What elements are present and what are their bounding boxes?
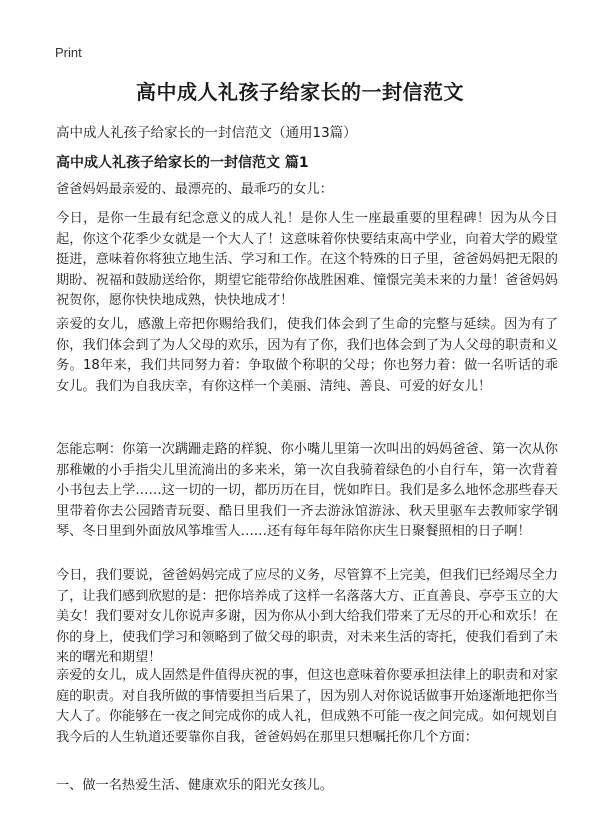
paragraph: 今日，我们要说，爸爸妈妈完成了应尽的义务，尽管算不上完美，但我们已经竭尽全力了，让我们感到欣慰的是：把你培养成了这样一名落落大方、正直善良、亭亭玉立的大美女！我们要对女儿你说声多谢，因为你从小到大给我们带来了无尽的开心和欢乐！在你的身上，使我们学习和领略到了做父母的职责，对未来生活的寄托，使我们看到了未来的曙光和期望！ bbox=[56, 568, 558, 665]
paragraph: 怎能忘啊：你第一次蹒跚走路的样貌、你小嘴儿里第一次叫出的妈妈爸爸、第一次从你那稚嫩的小手指尖儿里流淌出的多来米，第一次自我骑着绿色的小自行车，第一次背着小书包去上学……这一切的一切，都历历在目，恍如昨日。我们是多么地怀念那些春天里带着你去公园踏青玩耍、酷日里我们一齐去游泳馆游泳、秋天里驱车去教师家学钢琴、冬日里到外面放风筝堆雪人……还有每年每年陪你庆生日聚餐照相的日子啊！ bbox=[56, 442, 558, 539]
section-heading: 高中成人礼孩子给家长的一封信范文 篇1 bbox=[56, 155, 309, 171]
paragraph: 今日，是你一生最有纪念意义的成人礼！是你人生一座最重要的里程碑！因为从今日起，你这个花季少女就是一个大人了！这意味着你快要结束高中学业，向着大学的殿堂挺进，意味着你将独立地生活、学习和工作。在这个特殊的日子里，爸爸妈妈把无限的期盼、祝福和鼓励送给你，期望它能带给你战胜困难、憧憬完美未来的力量！爸爸妈妈祝贺你，愿你快快地成熟，快快地成才！ bbox=[56, 211, 558, 308]
paragraph: 亲爱的女儿，感激上帝把你赐给我们，使我们体会到了生命的完整与延续。因为有了你，我们体会到了为人父母的欢乐，因为有了你，我们也体会到了为人父母的职责和义务。18年来，我们共同努力着：争取做个称职的父母；你也努力着：做一名听话的乖女儿。我们为自我庆幸，有你这样一个美丽、清纯、善良、可爱的好女儿！ bbox=[56, 317, 558, 394]
paragraph: 亲爱的女儿，成人固然是件值得庆祝的事，但这也意味着你要承担法律上的职责和对家庭的职责。对自我所做的事情要担当后果了，因为别人对你说话做事开始逐渐地把你当大人了。你能够在一夜之间完成你的成人礼，但成熟不可能一夜之间完成。如何规划自我今后的人生轨道还要靠你自我，爸爸妈妈在那里只想嘱托你几个方面： bbox=[56, 668, 558, 745]
print-label[interactable]: Print bbox=[55, 45, 82, 60]
document-subtitle: 高中成人礼孩子给家长的一封信范文（通用13篇） bbox=[56, 125, 357, 141]
document-title: 高中成人礼孩子给家长的一封信范文 bbox=[136, 80, 464, 104]
paragraph-greeting: 爸爸妈妈最亲爱的、最漂亮的、最乖巧的女儿： bbox=[56, 182, 333, 197]
paragraph-list-item: 一、做一名热爱生活、健康欢乐的阳光女孩儿。 bbox=[56, 778, 333, 793]
